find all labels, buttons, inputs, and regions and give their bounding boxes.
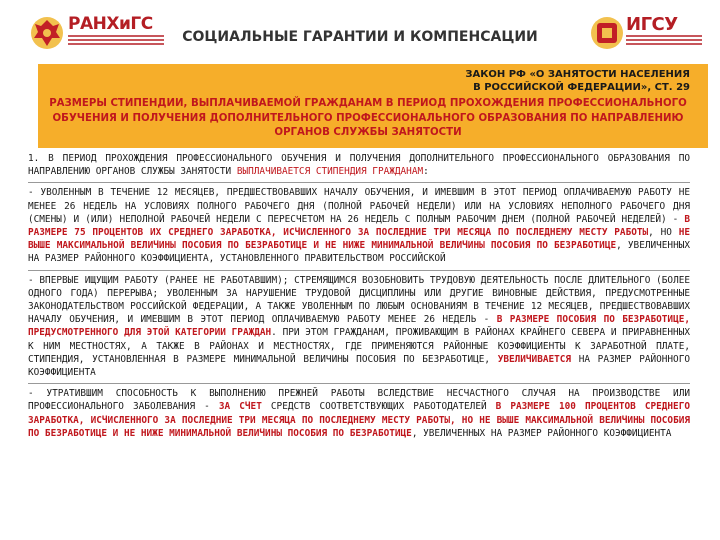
highlight-run: В РАЗМЕРЕ 100 ПРОЦЕНТОВ СРЕДНЕГО ЗАРАБОТКА, ИСЧИСЛЕННОГО ЗА ПОСЛЕДНИЕ ТРИ МЕСЯЦА ПО ПОСЛЕДНЕМУ МЕСТУ РАБОТЫ, НО НЕ ВЫШЕ МАКСИМАЛЬНОЙ ВЕЛИЧИНЫ ПОСОБИЯ ПО БЕЗРАБОТИЦЕ И НЕ НИЖЕ МИНИМАЛЬНОЙ ВЕЛИЧИНЫ ПОСОБИЯ ПО БЕЗРАБОТИЦЕ [28, 401, 690, 439]
ranepa-logo-subtitle [68, 35, 164, 47]
igsu-emblem-icon [590, 14, 624, 52]
slide-title: СОЦИАЛЬНЫЕ ГАРАНТИИ И КОМПЕНСАЦИИ [182, 29, 538, 45]
text-run: - УВОЛЕННЫМ В ТЕЧЕНИЕ 12 МЕСЯЦЕВ, ПРЕДШЕСТВОВАВШИХ НАЧАЛУ ОБУЧЕНИЯ, И ИМЕВШИМ В ЭТОТ ПЕРИОД ОПЛАЧИВАЕМУЮ РАБОТУ НЕ МЕНЕЕ 26 НЕДЕЛЬ НА УСЛОВИЯХ ПОЛНОГО РАБОЧЕГО ДНЯ (ПОЛНОЙ РАБОЧЕЙ НЕДЕЛИ) ИЛИ НА УСЛОВИЯХ НЕПОЛНОГО РАБОЧЕГО ДНЯ (СМЕНЫ) И (ИЛИ) НЕПОЛНОЙ РАБОЧЕЙ НЕДЕЛИ С ПЕРЕСЧЕТОМ НА 26 НЕДЕЛЬ С ПОЛНЫМ РАБОЧИМ ДНЕМ (ПОЛНОЙ РАБОЧЕЙ НЕДЕЛЕЙ) - [28, 187, 690, 225]
law-reference-line-1: ЗАКОН РФ «О ЗАНЯТОСТИ НАСЕЛЕНИЯ [465, 69, 690, 80]
paragraph-intro [28, 152, 690, 178]
text-run: 1. В ПЕРИОД ПРОХОЖДЕНИЯ ПРОФЕССИОНАЛЬНОГО ОБУЧЕНИЯ И ПОЛУЧЕНИЯ ДОПОЛНИТЕЛЬНОГО ПРОФЕССИОНАЛЬНОГО ОБРАЗОВАНИЯ ПО НАПРАВЛЕНИЮ ОРГАНОВ СЛУЖБЫ ЗАНЯТОСТИ [28, 153, 690, 178]
divider [28, 182, 690, 183]
highlight-run: НЕ ВЫШЕ МАКСИМАЛЬНОЙ ВЕЛИЧИНЫ ПОСОБИЯ ПО БЕЗРАБОТИЦЕ И НЕ НИЖЕ МИНИМАЛЬНОЙ ВЕЛИЧИНЫ ПОСОБИЯ ПО БЕЗРАБОТИЦЕ [28, 227, 690, 252]
document-body [28, 152, 690, 440]
slide-header [0, 0, 720, 62]
text-run: - ВПЕРВЫЕ ИЩУЩИМ РАБОТУ (РАНЕЕ НЕ РАБОТАВШИМ); СТРЕМЯЩИМСЯ ВОЗОБНОВИТЬ ТРУДОВУЮ ДЕЯТЕЛЬНОСТЬ ПОСЛЕ ДЛИТЕЛЬНОГО (БОЛЕЕ ОДНОГО ГОДА) ПЕРЕРЫВА; УВОЛЕННЫМ ЗА НАРУШЕНИЕ ТРУДОВОЙ ДИСЦИПЛИНЫ ИЛИ ДРУГИЕ ВИНОВНЫЕ ДЕЙСТВИЯ, ПРЕДУСМОТРЕННЫЕ ЗАКОНОДАТЕЛЬСТВОМ РОССИЙСКОЙ ФЕДЕРАЦИИ, А ТАКЖЕ УВОЛЕННЫМ ПО ЛЮБЫМ ОСНОВАНИЯМ В ТЕЧЕНИЕ 12 МЕСЯЦЕВ, ПРЕДШЕСТВОВАВШИХ НАЧАЛУ ОБУЧЕНИЯ, И ИМЕВШИМ В ЭТОТ ПЕРИОД ОПЛАЧИВАЕМУЮ РАБОТУ МЕНЕЕ 26 НЕДЕЛЬ - [28, 274, 690, 326]
highlight-run: В РАЗМЕРЕ 75 ПРОЦЕНТОВ ИХ СРЕДНЕГО ЗАРАБОТКА, ИСЧИСЛЕННОГО ЗА ПОСЛЕДНИЕ ТРИ МЕСЯЦА ПО ПОСЛЕДНЕМУ МЕСТУ РАБОТЫ [28, 213, 690, 239]
divider [28, 270, 690, 271]
igsu-logo [590, 14, 705, 54]
eagle-emblem-icon [30, 14, 64, 52]
paragraph-dismissed-employees [28, 186, 690, 265]
highlight-run: УВЕЛИЧИВАЕТСЯ [497, 353, 572, 365]
text-run: . ПРИ ЭТОМ ГРАЖДАНАМ, ПРОЖИВАЮЩИМ В РАЙОНАХ КРАЙНЕГО СЕВЕРА И ПРИРАВНЕННЫХ К НИМ МЕСТНОСТЯХ, А ТАКЖЕ В РАЙОНАХ И МЕСТНОСТЯХ, ГДЕ ПРИМЕНЯЮТСЯ РАЙОННЫЕ КОЭФФИЦИЕНТЫ К ЗАРАБОТНОЙ ПЛАТЕ, СТИПЕНДИЯ, УСТАНОВЛЕННАЯ В РАЗМЕРЕ МИНИМАЛЬНОЙ ВЕЛИЧИНЫ ПОСОБИЯ ПО БЕЗРАБОТИЦЕ, [28, 327, 690, 365]
igsu-logo-subtitle [626, 35, 702, 47]
igsu-logo-text: ИГСУ [626, 14, 678, 35]
paragraph-first-time-seekers [28, 274, 690, 380]
ranepa-logo [30, 14, 170, 54]
text-run: НА РАЗМЕР РАЙОННОГО КОЭФФИЦИЕНТА [28, 353, 690, 379]
highlight-run: В РАЗМЕРЕ ПОСОБИЯ ПО БЕЗРАБОТИЦЕ, ПРЕДУСМОТРЕННОГО ДЛЯ ЭТОЙ КАТЕГОРИИ ГРАЖДАН [28, 314, 690, 339]
title-banner [38, 64, 708, 148]
paragraph-disabled-workers [28, 387, 690, 440]
text-run: СРЕДСТВ СООТВЕТСТВУЮЩИХ РАБОТОДАТЕЛЕЙ [261, 401, 496, 413]
law-reference [390, 68, 690, 94]
banner-title: РАЗМЕРЫ СТИПЕНДИИ, ВЫПЛАЧИВАЕМОЙ ГРАЖДАНАМ В ПЕРИОД ПРОХОЖДЕНИЯ ПРОФЕССИОНАЛЬНОГО ОБУЧЕНИЯ И ПОЛУЧЕНИЯ ДОПОЛНИТЕЛЬНОГО ПРОФЕССИОНАЛЬНОГО ОБРАЗОВАНИЯ ПО НАПРАВЛЕНИЮ ОРГАНОВ СЛУЖБЫ ЗАНЯТОСТИ [49, 98, 687, 138]
text-run: , УВЕЛИЧЕННЫХ НА РАЗМЕР РАЙОННОГО КОЭФФИЦИЕНТА, УСТАНОВЛЕННОГО ПРАВИТЕЛЬСТВОМ РОССИЙСКОЙ [28, 240, 691, 265]
text-run: , УВЕЛИЧЕННЫХ НА РАЗМЕР РАЙОННОГО КОЭФФИЦИЕНТА [411, 427, 672, 439]
divider [28, 383, 690, 384]
text-run: : [423, 166, 429, 178]
law-reference-line-2: В РОССИЙСКОЙ ФЕДЕРАЦИИ», СТ. 29 [473, 82, 690, 93]
ranepa-logo-text: РАНХиГС [68, 14, 153, 34]
text-run: , НО [648, 227, 679, 239]
highlight-run: ЗА СЧЕТ [218, 401, 262, 413]
highlight-run: ВЫПЛАЧИВАЕТСЯ СТИПЕНДИЯ ГРАЖДАНАМ [236, 166, 424, 178]
text-run: - УТРАТИВШИМ СПОСОБНОСТЬ К ВЫПОЛНЕНИЮ ПРЕЖНЕЙ РАБОТЫ ВСЛЕДСТВИЕ НЕСЧАСТНОГО СЛУЧАЯ НА ПРОИЗВОДСТВЕ ИЛИ ПРОФЕССИОНАЛЬНОГО ЗАБОЛЕВАНИЯ - [28, 388, 690, 413]
